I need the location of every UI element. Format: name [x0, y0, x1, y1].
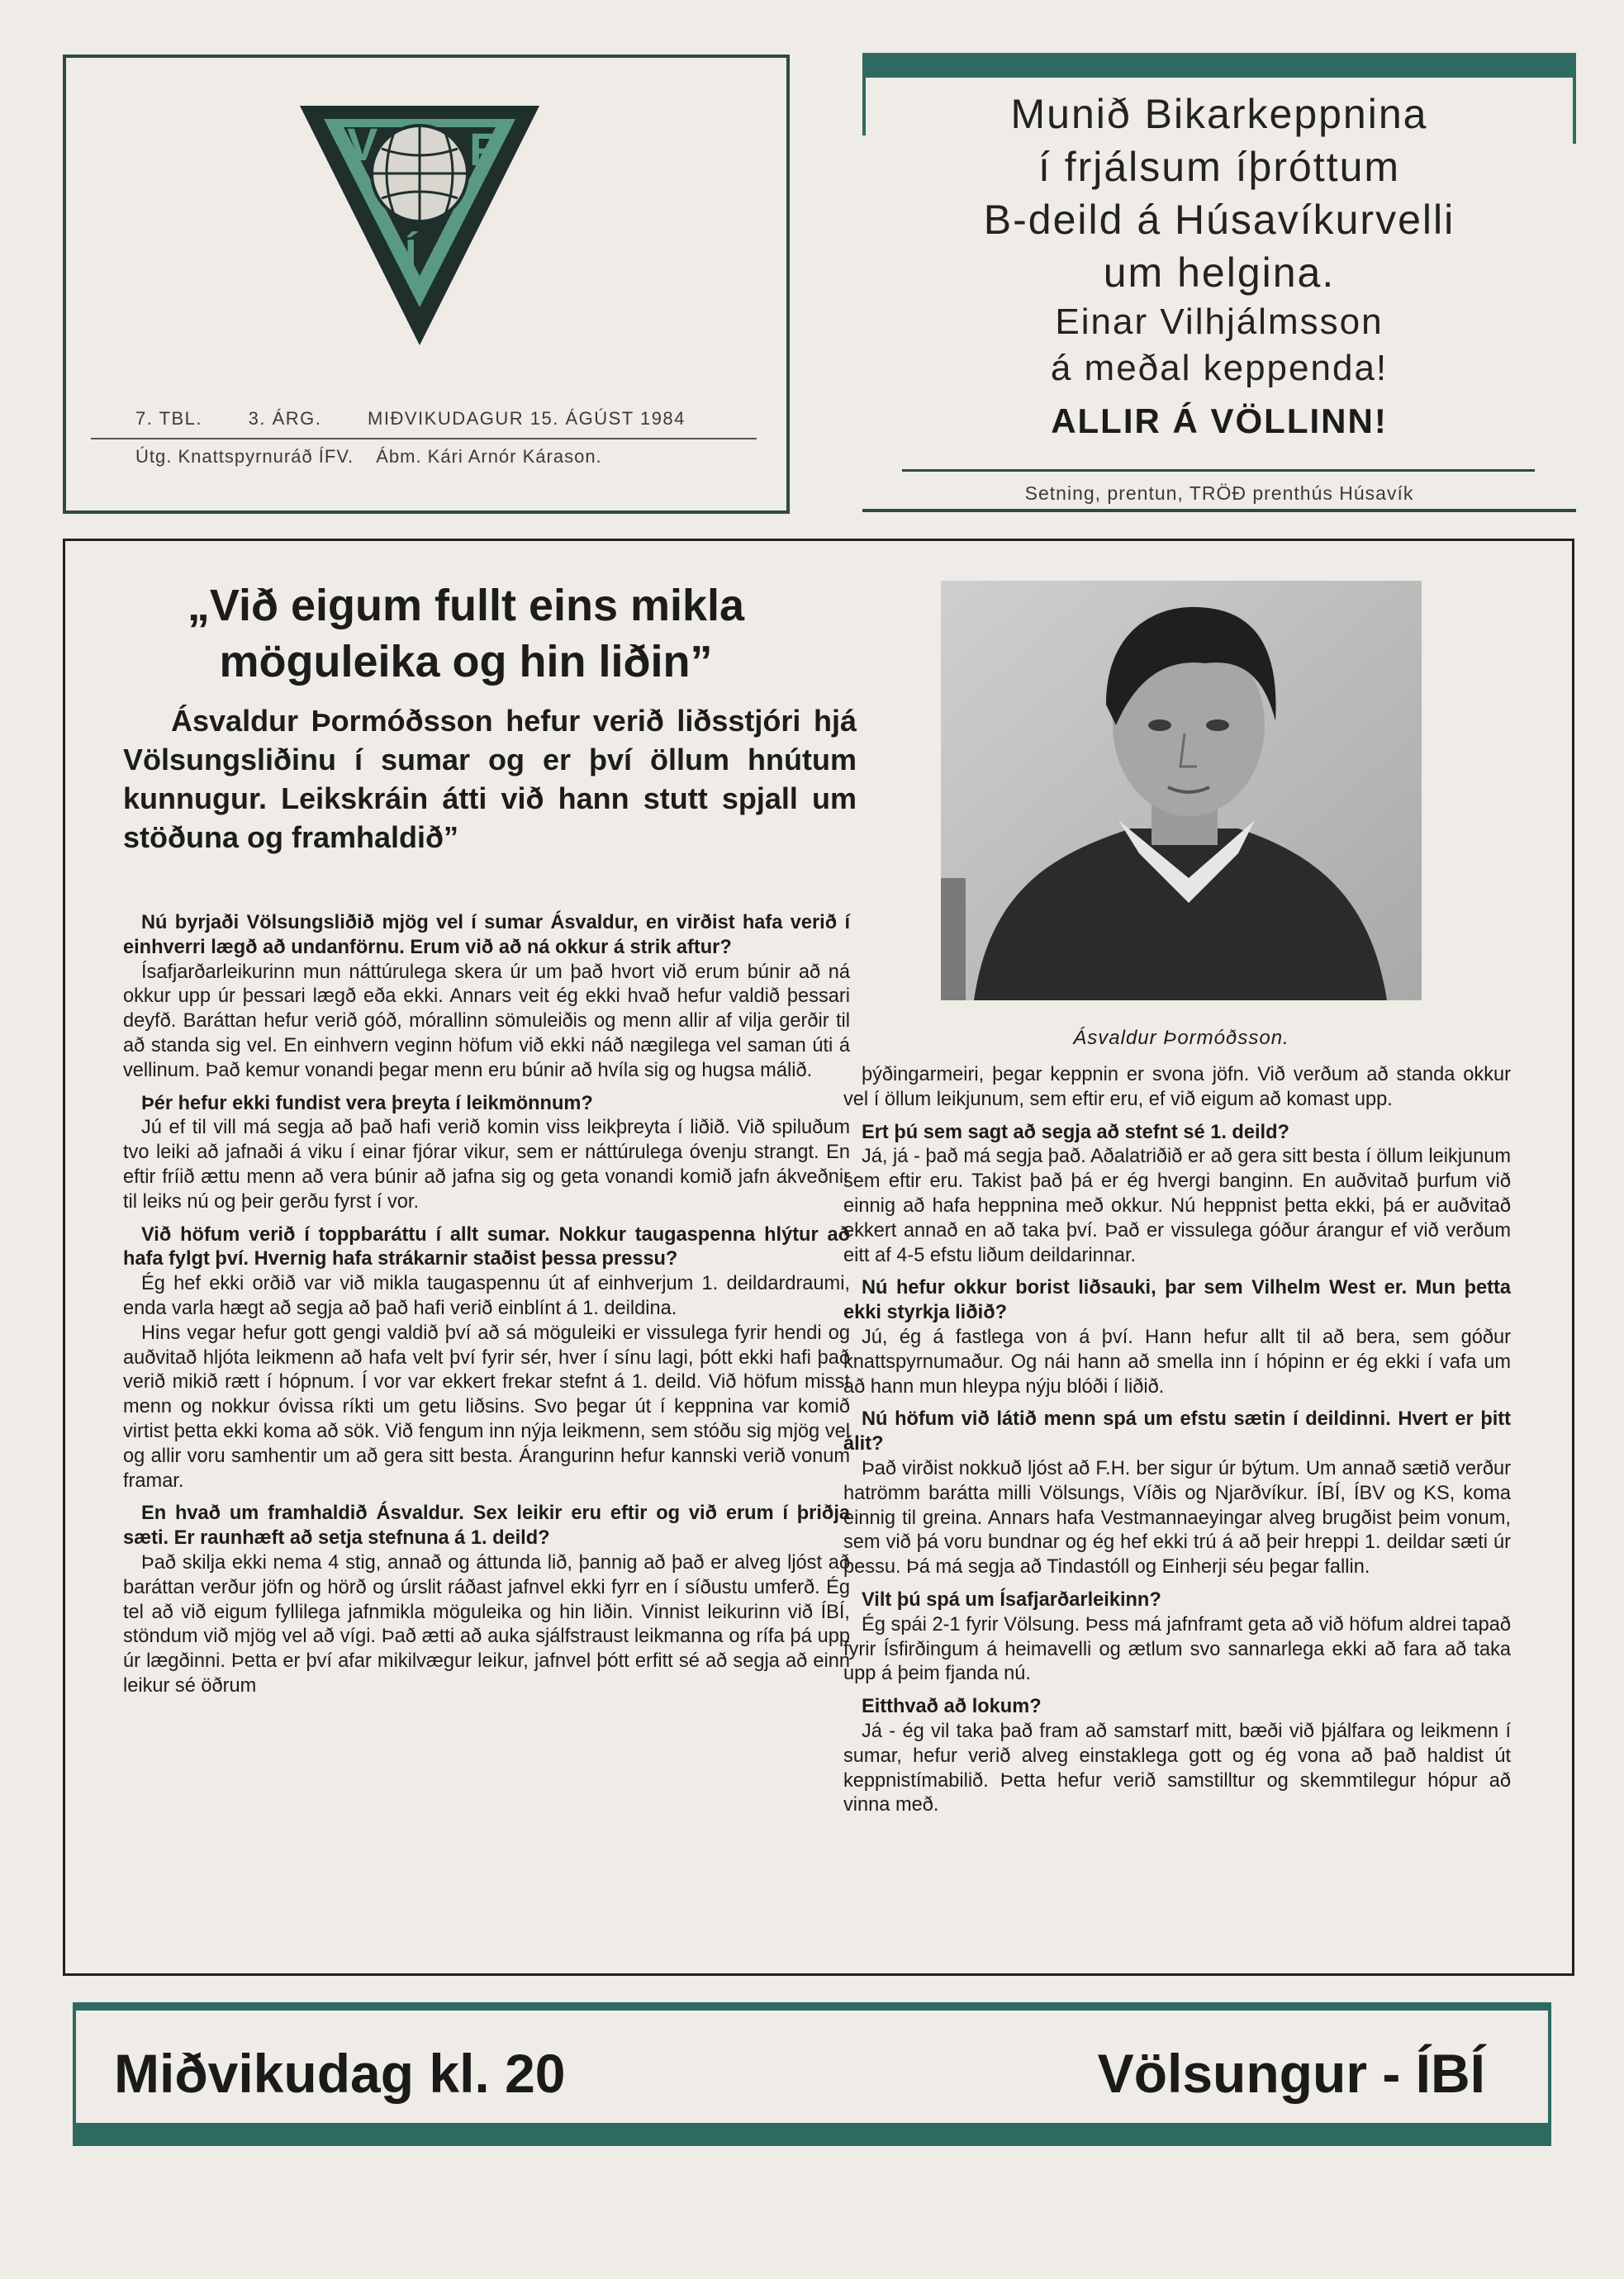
interview-question: Ert þú sem sagt að segja að stefnt sé 1. deild?	[862, 1121, 1289, 1143]
announcement-cta: ALLIR Á VÖLLINN!	[1051, 401, 1388, 440]
publisher: Útg. Knattspyrnuráð ÍFV.	[135, 446, 354, 467]
masthead-divider	[91, 438, 757, 439]
article-intro: Ásvaldur Þormóðsson hefur verið liðsstjóri hjá Völsungsliðinu í sumar og er því öllum hnútum kunnugur. Leikskráin átti við hann stutt spjall um stöðuna og framhaldið”	[123, 704, 857, 854]
interview-answer: Ég spái 2-1 fyrir Völsung. Þess má jafnframt geta að við höfum aldrei tapað fyrir Ísfirðingum á heimavelli og ætlum svo sannarlega ekki að fara að taka upp á þeim fjanda nú.	[843, 1613, 1511, 1685]
interview-answer: Það virðist nokkuð ljóst að F.H. ber sigur úr býtum. Um annað sætið verður hatrömm barátta milli Völsungs, Víðis og Njarðvíkur. ÍBÍ, ÍBV og KS, koma einnig til greina. Annars hafa Vestmannaeyingar alveg brugðist þeim vonum, sem við þá voru bundnar og ég hef ekki trú á að þeir hreppi 1. deildar sæti úr þessu. Þá má segja að Tindastóll og Einherji séu þegar fallin.	[843, 1457, 1511, 1579]
interview-answer: Já, já - það má segja það. Aðalatriðið er að gera sitt besta í öllum leikjunum sem eftir eru. Takist það þá er ég hvergi banginn. En auðvitað þurfum við einnig að hafa heppnina með okkur. Nú heppnist þetta ekki, þá er auðvitað ekkert annað en að taka því. Það er vissulega góður árangur ef við verðum eitt af 4-5 efstu liðum deildarinnar.	[843, 1146, 1511, 1266]
interview-question: Vilt þú spá um Ísafjarðarleikinn?	[862, 1588, 1161, 1611]
interview-question: Nú byrjaði Völsungsliðið mjög vel í sumar Ásvaldur, en virðist hafa verið í einhverri lægð að undanförnu. Erum við að ná okkur á strik aftur?	[123, 912, 850, 958]
banner-bottom-bar	[73, 2123, 1551, 2146]
article-headline	[115, 577, 817, 690]
interview-answer: Ísafjarðarleikurinn mun náttúrulega skera úr um það hvort við erum búnir að ná okkur upp úr þessari lægð eða ekki. Annars veit ég ekki hvað hefur valdið þessari deyfð. Baráttan hefur verið góð, mórallinn sömuleiðis og menn allir af vilja gerðir til að standa sig vel. En einhvern veginn höfum við ekki náð nægilega vel saman úti á vellinum. Það kemur vonandi þegar menn eru búnir að hvíla sig og hugsa málið.	[123, 961, 850, 1081]
svg-text:V: V	[347, 118, 378, 170]
banner-top-bar	[73, 2002, 1551, 2011]
announcement-line: Munið Bikarkeppnina	[1010, 91, 1428, 137]
interview-answer: Jú, ég á fastlega von á því. Hann hefur allt til að bera, sem góður knattspyrnumaður. Og nái hann að smella inn í hópinn er ég ekki í vafa um að hann mun hleypa nýju blóði í liðið.	[843, 1326, 1511, 1398]
interview-question: Við höfum verið í toppbaráttu í allt sumar. Nokkur taugaspenna hlýtur að hafa fylgt því. Hvernig hafa strákarnir staðist þessa pressu?	[123, 1223, 850, 1270]
announcement-divider	[902, 469, 1535, 472]
issue-line	[135, 408, 738, 430]
issue-number: 7. TBL.	[135, 408, 203, 429]
announcement-line: í frjálsum íþróttum	[1038, 144, 1401, 190]
interview-answer: Jú ef til vill má segja að það hafi verið komin viss leikþreyta í liðið. Við spiluðum tvo leiki að jafnaði á viku í einar fjórar vikur, sem er náttúrulega óvenju strangt. En eftir fríið ættu menn að vera búnir að jafna sig og geta vonandi komið jafn ákveðnir til leiks nú og þeir gerðu fyrst í vor.	[123, 1117, 850, 1213]
headline-line: möguleika og hin liðin”	[219, 637, 713, 686]
photo-caption: Ásvaldur Þormóðsson.	[1073, 1027, 1289, 1049]
interview-question: Eitthvað að lokum?	[862, 1696, 1042, 1718]
announcement-text	[879, 88, 1560, 392]
headline-line: „Við eigum fullt eins mikla	[187, 581, 745, 630]
interview-answer: Hins vegar hefur gott gengi valdið því að sá möguleiki er vissulega fyrir hendi og auðvitað hljóta leikmenn að hafa velt því fyrir sér, hver í sínu lagi, þótt ekki hafi það verið mikið rætt í hópnum. Í vor var ekkert frekar stefnt á 1. deild. Við höfum misst menn og nokkur óvissa ríkti um getu liðsins. Svo þegar út í keppnina var komið virtist þetta ekki koma að sök. Við fengum inn nýja leikmenn, sem stóðu sig mjög vel og allir voru samhentir um að gera sitt besta. Árangurinn hefur kannski verið vonum framar.	[123, 1322, 850, 1492]
interview-question: Nú höfum við látið menn spá um efstu sætin í deildinni. Hvert er þitt álit?	[843, 1408, 1511, 1455]
announcement-box	[862, 53, 1576, 515]
interview-question: En hvað um framhaldið Ásvaldur. Sex leikir eru eftir og við erum í þriðja sæti. Er raunhæft að setja stefnuna á 1. deild?	[123, 1503, 850, 1550]
masthead	[63, 55, 790, 514]
printer-credit: Setning, prentun, TRÖÐ prenthús Húsavík	[1024, 482, 1414, 504]
announcement-right-line	[1573, 53, 1576, 144]
match-banner	[73, 2002, 1551, 2146]
interview-question: Nú hefur okkur borist liðsauki, þar sem Vilhelm West er. Mun þetta ekki styrkja liðið?	[843, 1277, 1511, 1324]
match-time: Miðvikudag kl. 20	[114, 2043, 566, 2104]
match-teams: Völsungur - ÍBÍ	[1097, 2043, 1485, 2104]
portrait-photo	[941, 581, 1422, 1000]
announcement-top-bar	[862, 53, 1576, 78]
announcement-subline: á meðal keppenda!	[1050, 348, 1389, 388]
svg-text:F: F	[469, 123, 498, 175]
announcement-subline: Einar Vilhjálmsson	[1055, 301, 1384, 342]
interview-answer: Ég hef ekki orðið var við mikla taugaspennu út af einhverjum 1. deildardraumi, enda varla hægt að segja að það hafi verið einblínt á 1. deildina.	[123, 1273, 850, 1319]
interview-answer: þýðingarmeiri, þegar keppnin er svona jöfn. Við verðum að standa okkur vel í öllum leikjunum, sem eftir eru, ef við eigum að komast upp.	[843, 1064, 1511, 1110]
article-column-left	[123, 911, 850, 1699]
announcement-line: B-deild á Húsavíkurvelli	[983, 197, 1455, 243]
editor: Ábm. Kári Arnór Kárason.	[376, 446, 602, 467]
issue-date: MIÐVIKUDAGUR 15. ÁGÚST 1984	[368, 408, 686, 429]
club-logo	[296, 101, 544, 349]
issue-year: 3. ÁRG.	[248, 408, 322, 429]
announcement-left-line	[862, 53, 866, 135]
interview-answer: Já - ég vil taka það fram að samstarf mitt, bæði við þjálfara og leikmenn í sumar, hefur verið alveg einstaklega gott og ég vona að það haldist út keppnistímabilið. Þetta hefur verið samstilltur og skemmtilegur hópur að vinna með.	[843, 1720, 1511, 1816]
interview-question: Þér hefur ekki fundist vera þreyta í leikmönnum?	[141, 1092, 593, 1114]
article-column-right	[843, 1063, 1511, 1818]
interview-article	[63, 539, 1574, 1976]
announcement-line: um helgina.	[1103, 249, 1336, 296]
announcement-bottom-rule	[862, 509, 1576, 512]
publisher-line	[135, 446, 619, 468]
svg-text:Í: Í	[405, 231, 417, 279]
interview-answer: Það skilja ekki nema 4 stig, annað og áttunda lið, þannig að það er alveg ljóst að baráttan verður jöfn og hörð og úrslit ráðast jafnvel ekki fyrr en í síðustu umferð. Ég tel að við eigum fyllilega jafnmikla möguleika og hin liðin. Vinnist leikurinn við ÍBÍ, stöndum við mjög vel að vígi. Það ætti að auka sjálfstraust leikmanna og rífa þá upp úr lægðinni. Þetta er því afar mikilvægur leikur, jafnvel þótt erfitt sé að segja að einn leikur sé öðrum	[123, 1551, 850, 1697]
